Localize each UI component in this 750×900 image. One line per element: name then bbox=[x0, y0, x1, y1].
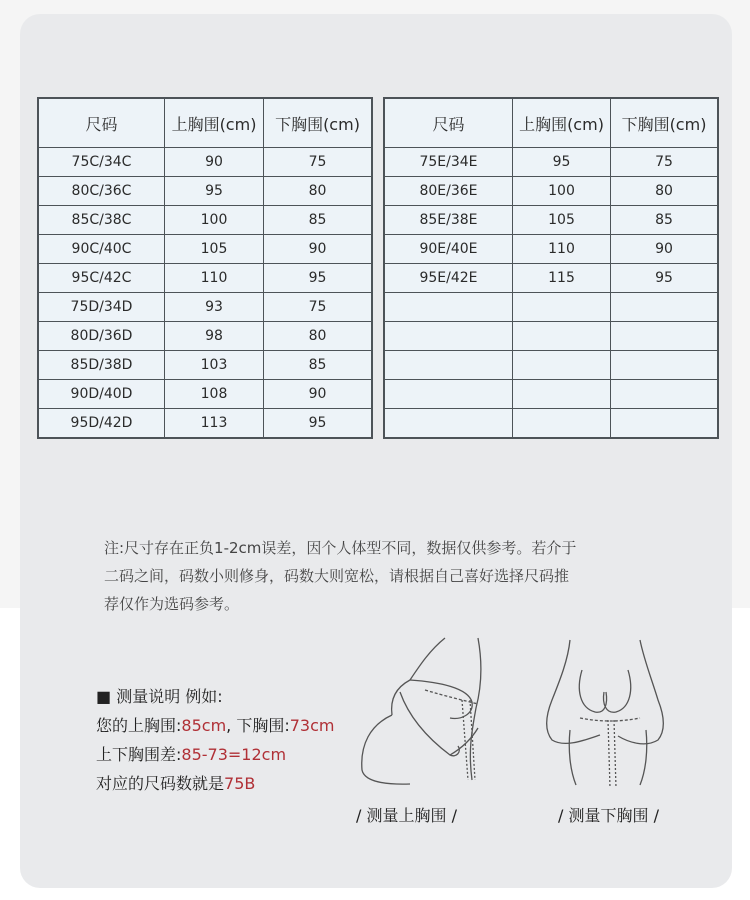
cell-under-bust: 90 bbox=[611, 235, 718, 264]
size-table-right bbox=[384, 98, 718, 438]
cell-size: 80E/36E bbox=[385, 177, 513, 206]
header-upper-bust: 上胸围(cm) bbox=[165, 99, 264, 148]
measure-title: ■ 测量说明 例如: bbox=[96, 687, 223, 706]
cell-under-bust: 90 bbox=[264, 235, 372, 264]
cell-under-bust bbox=[611, 351, 718, 380]
cell-under-bust: 75 bbox=[264, 148, 372, 177]
cell-upper-bust: 105 bbox=[165, 235, 264, 264]
table-row bbox=[39, 351, 372, 380]
measure-line bbox=[96, 711, 334, 740]
cell-under-bust: 95 bbox=[611, 264, 718, 293]
cell-under-bust: 75 bbox=[264, 293, 372, 322]
table-row bbox=[385, 322, 718, 351]
label-upper-bust: 您的上胸围: bbox=[96, 716, 182, 735]
cell-under-bust: 75 bbox=[611, 148, 718, 177]
cell-under-bust: 85 bbox=[264, 351, 372, 380]
cell-upper-bust: 98 bbox=[165, 322, 264, 351]
cell-size: 90C/40C bbox=[39, 235, 165, 264]
cell-size: 95D/42D bbox=[39, 409, 165, 438]
measure-line bbox=[96, 740, 334, 769]
note-line: 二码之间，码数小则修身，码数大则宽松，请根据自己喜好选择尺码推 bbox=[104, 567, 570, 585]
table-row bbox=[39, 409, 372, 438]
value-upper-bust: 85cm bbox=[181, 716, 227, 735]
cell-under-bust bbox=[611, 293, 718, 322]
cell-upper-bust: 105 bbox=[513, 206, 611, 235]
table-row bbox=[39, 293, 372, 322]
cell-size bbox=[385, 409, 513, 438]
table-row bbox=[39, 380, 372, 409]
cell-size bbox=[385, 293, 513, 322]
under-bust-illustration bbox=[540, 630, 680, 790]
cell-under-bust bbox=[611, 380, 718, 409]
cell-upper-bust: 108 bbox=[165, 380, 264, 409]
table-header-row bbox=[39, 99, 372, 148]
cell-size: 95C/42C bbox=[39, 264, 165, 293]
table-row bbox=[39, 322, 372, 351]
cell-size: 75E/34E bbox=[385, 148, 513, 177]
cell-upper-bust bbox=[513, 322, 611, 351]
cell-upper-bust: 100 bbox=[513, 177, 611, 206]
table-row bbox=[385, 235, 718, 264]
cell-size: 90E/40E bbox=[385, 235, 513, 264]
cell-size: 80D/36D bbox=[39, 322, 165, 351]
cell-upper-bust: 100 bbox=[165, 206, 264, 235]
cell-under-bust: 95 bbox=[264, 409, 372, 438]
table-row bbox=[385, 264, 718, 293]
cell-size: 75C/34C bbox=[39, 148, 165, 177]
cell-under-bust bbox=[611, 322, 718, 351]
cell-upper-bust: 95 bbox=[165, 177, 264, 206]
cell-under-bust: 85 bbox=[264, 206, 372, 235]
table-row bbox=[385, 177, 718, 206]
table-row bbox=[385, 380, 718, 409]
table-row bbox=[39, 177, 372, 206]
cell-size bbox=[385, 322, 513, 351]
table-row bbox=[385, 293, 718, 322]
upper-bust-illustration bbox=[350, 630, 500, 790]
table-row bbox=[39, 206, 372, 235]
cell-size: 85E/38E bbox=[385, 206, 513, 235]
label-under-bust: , 下胸围: bbox=[226, 716, 290, 735]
table-row bbox=[385, 351, 718, 380]
cell-upper-bust bbox=[513, 380, 611, 409]
table-row bbox=[385, 409, 718, 438]
cell-size: 80C/36C bbox=[39, 177, 165, 206]
cell-upper-bust: 95 bbox=[513, 148, 611, 177]
header-upper-bust: 上胸围(cm) bbox=[513, 99, 611, 148]
table-row bbox=[385, 206, 718, 235]
cell-size: 85C/38C bbox=[39, 206, 165, 235]
cell-under-bust: 80 bbox=[264, 177, 372, 206]
label-result: 对应的尺码数就是 bbox=[96, 774, 225, 793]
table-header-row bbox=[385, 99, 718, 148]
cell-size: 75D/34D bbox=[39, 293, 165, 322]
header-under-bust: 下胸围(cm) bbox=[264, 99, 372, 148]
cell-upper-bust bbox=[513, 293, 611, 322]
cell-upper-bust bbox=[513, 351, 611, 380]
cell-size bbox=[385, 351, 513, 380]
table-row bbox=[385, 148, 718, 177]
caption-under-bust: / 测量下胸围 / bbox=[558, 806, 659, 825]
cell-upper-bust: 93 bbox=[165, 293, 264, 322]
measurement-instructions bbox=[96, 682, 334, 798]
cell-size: 85D/38D bbox=[39, 351, 165, 380]
cell-upper-bust: 110 bbox=[165, 264, 264, 293]
header-under-bust: 下胸围(cm) bbox=[611, 99, 718, 148]
cell-under-bust: 85 bbox=[611, 206, 718, 235]
cell-size: 95E/42E bbox=[385, 264, 513, 293]
label-difference: 上下胸围差: bbox=[96, 745, 182, 764]
cell-under-bust: 90 bbox=[264, 380, 372, 409]
cell-under-bust bbox=[611, 409, 718, 438]
table-row bbox=[39, 235, 372, 264]
cell-upper-bust: 113 bbox=[165, 409, 264, 438]
table-row bbox=[39, 148, 372, 177]
note-line: 注:尺寸存在正负1-2cm误差，因个人体型不同，数据仅供参考。若介于 bbox=[104, 539, 577, 557]
header-size: 尺码 bbox=[39, 99, 165, 148]
cell-upper-bust: 90 bbox=[165, 148, 264, 177]
cell-under-bust: 95 bbox=[264, 264, 372, 293]
cell-size: 90D/40D bbox=[39, 380, 165, 409]
size-table-left bbox=[38, 98, 372, 438]
cell-under-bust: 80 bbox=[611, 177, 718, 206]
header-size: 尺码 bbox=[385, 99, 513, 148]
cell-upper-bust bbox=[513, 409, 611, 438]
cell-upper-bust: 103 bbox=[165, 351, 264, 380]
table-row bbox=[39, 264, 372, 293]
measure-line bbox=[96, 769, 334, 798]
cell-under-bust: 80 bbox=[264, 322, 372, 351]
value-result-size: 75B bbox=[224, 774, 256, 793]
value-difference: 85-73=12cm bbox=[181, 745, 287, 764]
caption-upper-bust: / 测量上胸围 / bbox=[356, 806, 457, 825]
cell-upper-bust: 110 bbox=[513, 235, 611, 264]
cell-upper-bust: 115 bbox=[513, 264, 611, 293]
cell-size bbox=[385, 380, 513, 409]
size-note bbox=[104, 534, 644, 618]
note-line: 荐仅作为选码参考。 bbox=[104, 595, 240, 613]
value-under-bust: 73cm bbox=[289, 716, 335, 735]
